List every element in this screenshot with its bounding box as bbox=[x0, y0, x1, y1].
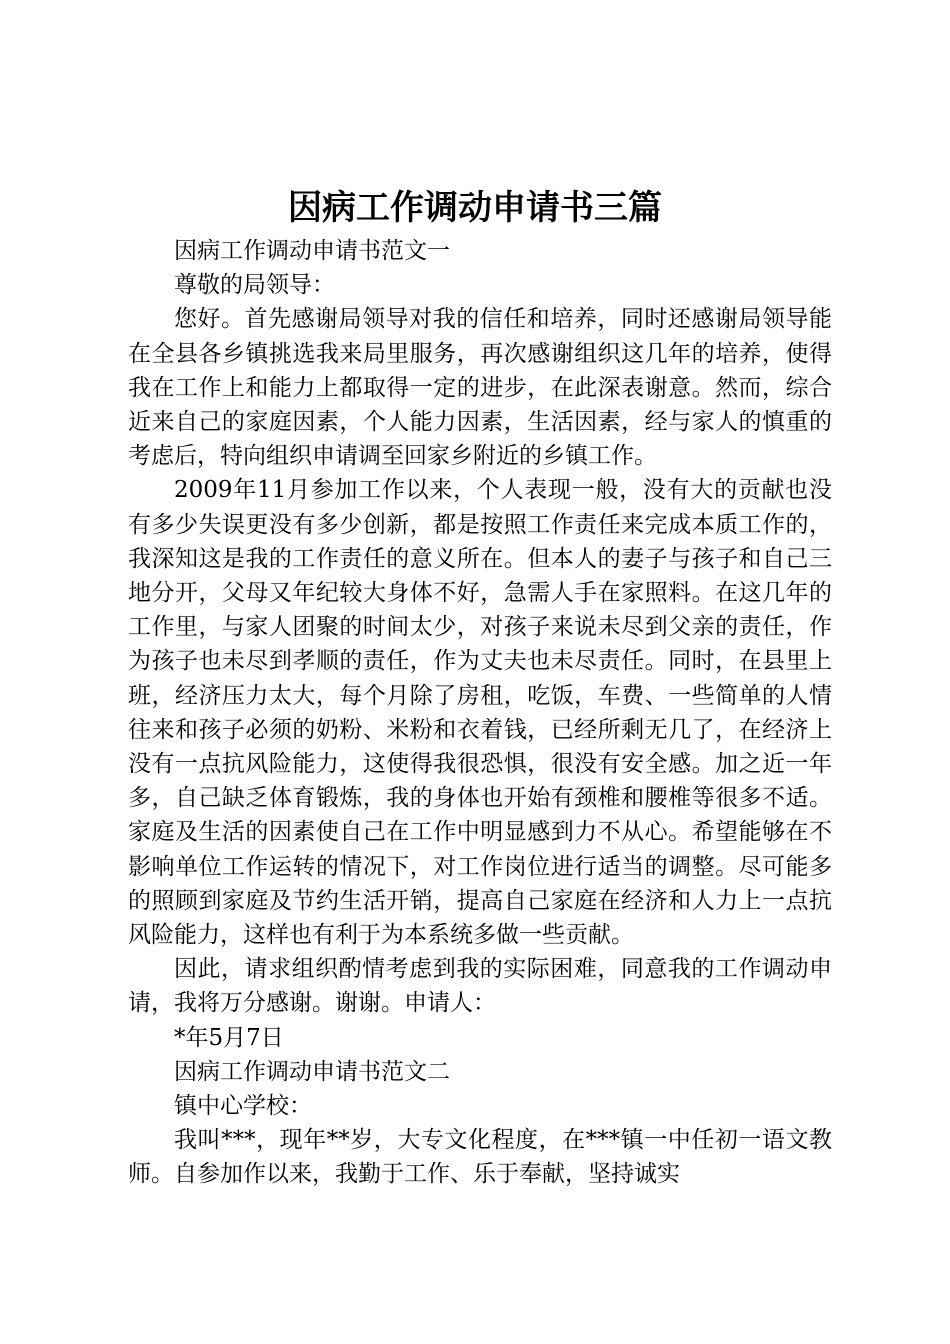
document-body bbox=[128, 234, 832, 1192]
salutation-2: 镇中心学校： bbox=[174, 1093, 312, 1120]
section-heading-1: 因病工作调动申请书范文一 bbox=[174, 238, 450, 264]
body-paragraph: 2009年11月参加工作以来，个人表现一般，没有大的贡献也没有多少失误更没有多少创新，都是按照工作责任来完成本质工作的，我深知这是我的工作责任的意义所在。但本人的妻子与孩子和自己三地分开，父母又年纪较大身体不好，急需人手在家照料。在这几年的工作里，与家人团聚的时间太少，对孩子来说未尽到父亲的责任，作为孩子也未尽到孝顺的责任，作为丈夫也未尽责任。同时，在县里上班，经济压力太大，每个月除了房租，吃饭，车费、一些简单的人情往来和孩子必须的奶粉、米粉和衣着钱，已经所剩无几了，在经济上没有一点抗风险能力，这使得我很恐惧，很没有安全感。加之近一年多，自己缺乏体育锻炼，我的身体也开始有颈椎和腰椎等很多不适。家庭及生活的因素使自己在工作中明显感到力不从心。希望能够在不影响单位工作运转的情况下，对工作岗位进行适当的调整。尽可能多的照顾到家庭及节约生活开销，提高自己家庭在经济和人力上一点抗风险能力，这样也有利于为本系统多做一些贡献。 bbox=[128, 477, 832, 949]
body-paragraph: 我叫***，现年**岁，大专文化程度，在***镇一中任初一语文教师。自参加作以来，我勤于工作、乐于奉献，坚持诚实 bbox=[128, 1127, 832, 1188]
body-paragraph: 因此，请求组织酌情考虑到我的实际困难，同意我的工作调动申请，我将万分感谢。谢谢。申请人： bbox=[128, 956, 832, 1017]
section-heading-2: 因病工作调动申请书范文二 bbox=[174, 1058, 450, 1085]
document-title: 因病工作调动申请书三篇 bbox=[288, 188, 662, 228]
salutation-1: 尊敬的局领导： bbox=[174, 272, 335, 299]
body-paragraph: 您好。首先感谢局领导对我的信任和培养，同时还感谢局领导能在全县各乡镇挑选我来局里服务，再次感谢组织这几年的培养，使得我在工作上和能力上都取得一定的进步，在此深表谢意。然而，综合近来自己的家庭因素，个人能力因素，生活因素，经与家人的慎重的考虑后，特向组织申请调至回家乡附近的乡镇工作。 bbox=[128, 306, 832, 470]
date-line: *年5月7日 bbox=[174, 1024, 284, 1051]
